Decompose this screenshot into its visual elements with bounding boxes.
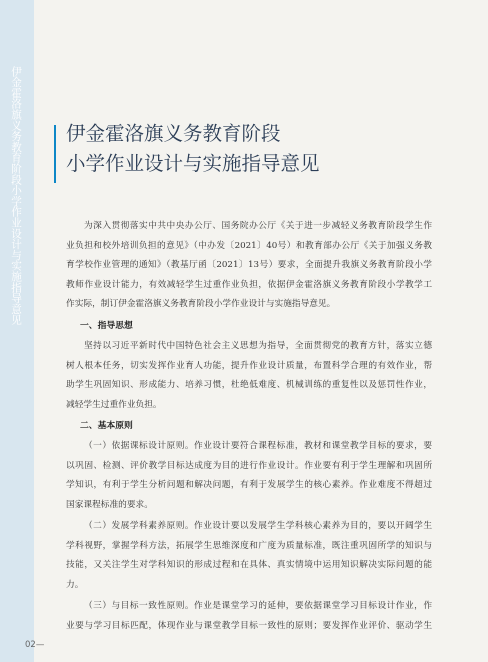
title-accent-bar [54,125,56,183]
principle-paragraph-3 [66,597,432,636]
text-line: （三）与目标一致性原则。作业是课堂学习的延伸，要依据课堂学习目标设计作业，作 [84,601,432,611]
text-line: 业要与学习目标匹配，体现作业与课堂教学目标一致性的原则；要发挥作业评价、驱动学生 [66,620,432,631]
section-heading-1: 一、指导思想 [80,321,133,331]
text-line: 为深入贯彻落实中共中央办公厅、国务院办公厅《关于进一步减轻义务教育阶段学生作 [84,221,432,231]
section-heading-2: 二、基本原则 [80,421,133,431]
text-line: 技能，又关注学生对学科知识的形成过程和在具体、真实情境中运用知识解决实际问题的能 [66,560,432,571]
title-line-2: 小学作业设计与实施指导意见 [66,152,320,175]
intro-paragraph [66,217,432,315]
text-line: 国家课程标准的要求。 [66,499,153,510]
page-number: 02— [25,640,45,650]
text-line: 业负担和校外培训负担的意见》（中办发〔2021〕40号）和教育部办公厅《关于加强义务教 [66,240,432,251]
text-line: （二）发展学科素养原则。作业设计要以发展学生学科核心素养为目的，要以开阔学生 [84,521,432,531]
text-line: 学科视野，掌握学科方法，拓展学生思维深度和广度为质量标准，既注重巩固所学的知识与 [66,540,432,551]
title-line-1: 伊金霍洛旗义务教育阶段 [66,122,281,145]
text-line: 坚持以习近平新时代中国特色社会主义思想为指导，全面贯彻党的教育方针，落实立德 [84,341,432,351]
text-line: 以巩固、检测、评价教学目标达成度为目的进行作业设计。作业要有利于学生理解和巩固所 [66,460,432,471]
section1-paragraph [66,337,432,415]
principle-paragraph-2 [66,517,432,595]
text-line: 树人根本任务，切实发挥作业育人功能，提升作业设计质量，布置科学合理的有效作业，帮 [66,360,432,371]
text-line: 减轻学生过重作业负担。 [66,399,162,410]
principle-paragraph-1 [66,437,432,515]
text-line: 力。 [66,579,84,590]
sidebar-title: 伊金霍洛旗义务教育阶段小学作业设计与实施指导意见 [10,66,22,326]
text-line: 学知识，有利于学生分析问题和解决问题，有利于发展学生的核心素养。作业难度不得超过 [66,480,432,491]
text-line: 助学生巩固知识、形成能力、培养习惯，杜绝低难度、机械训练的重复性以及惩罚性作业， [66,380,432,391]
vertical-sidebar-band [0,0,34,662]
text-line: （一）依据课标设计原则。作业设计要符合课程标准，教材和课堂教学目标的要求，要 [84,441,432,451]
text-line: 教师作业设计能力，有效减轻学生过重作业负担，依据伊金霍洛旗义务教育阶段小学教学工 [66,279,432,290]
text-line: 作实际，制订伊金霍洛旗义务教育阶段小学作业设计与实施指导意见。 [66,299,336,310]
text-line: 育学校作业管理的通知》（教基厅函〔2021〕13号）要求，全面提升我旗义务教育阶段小学 [66,260,432,271]
